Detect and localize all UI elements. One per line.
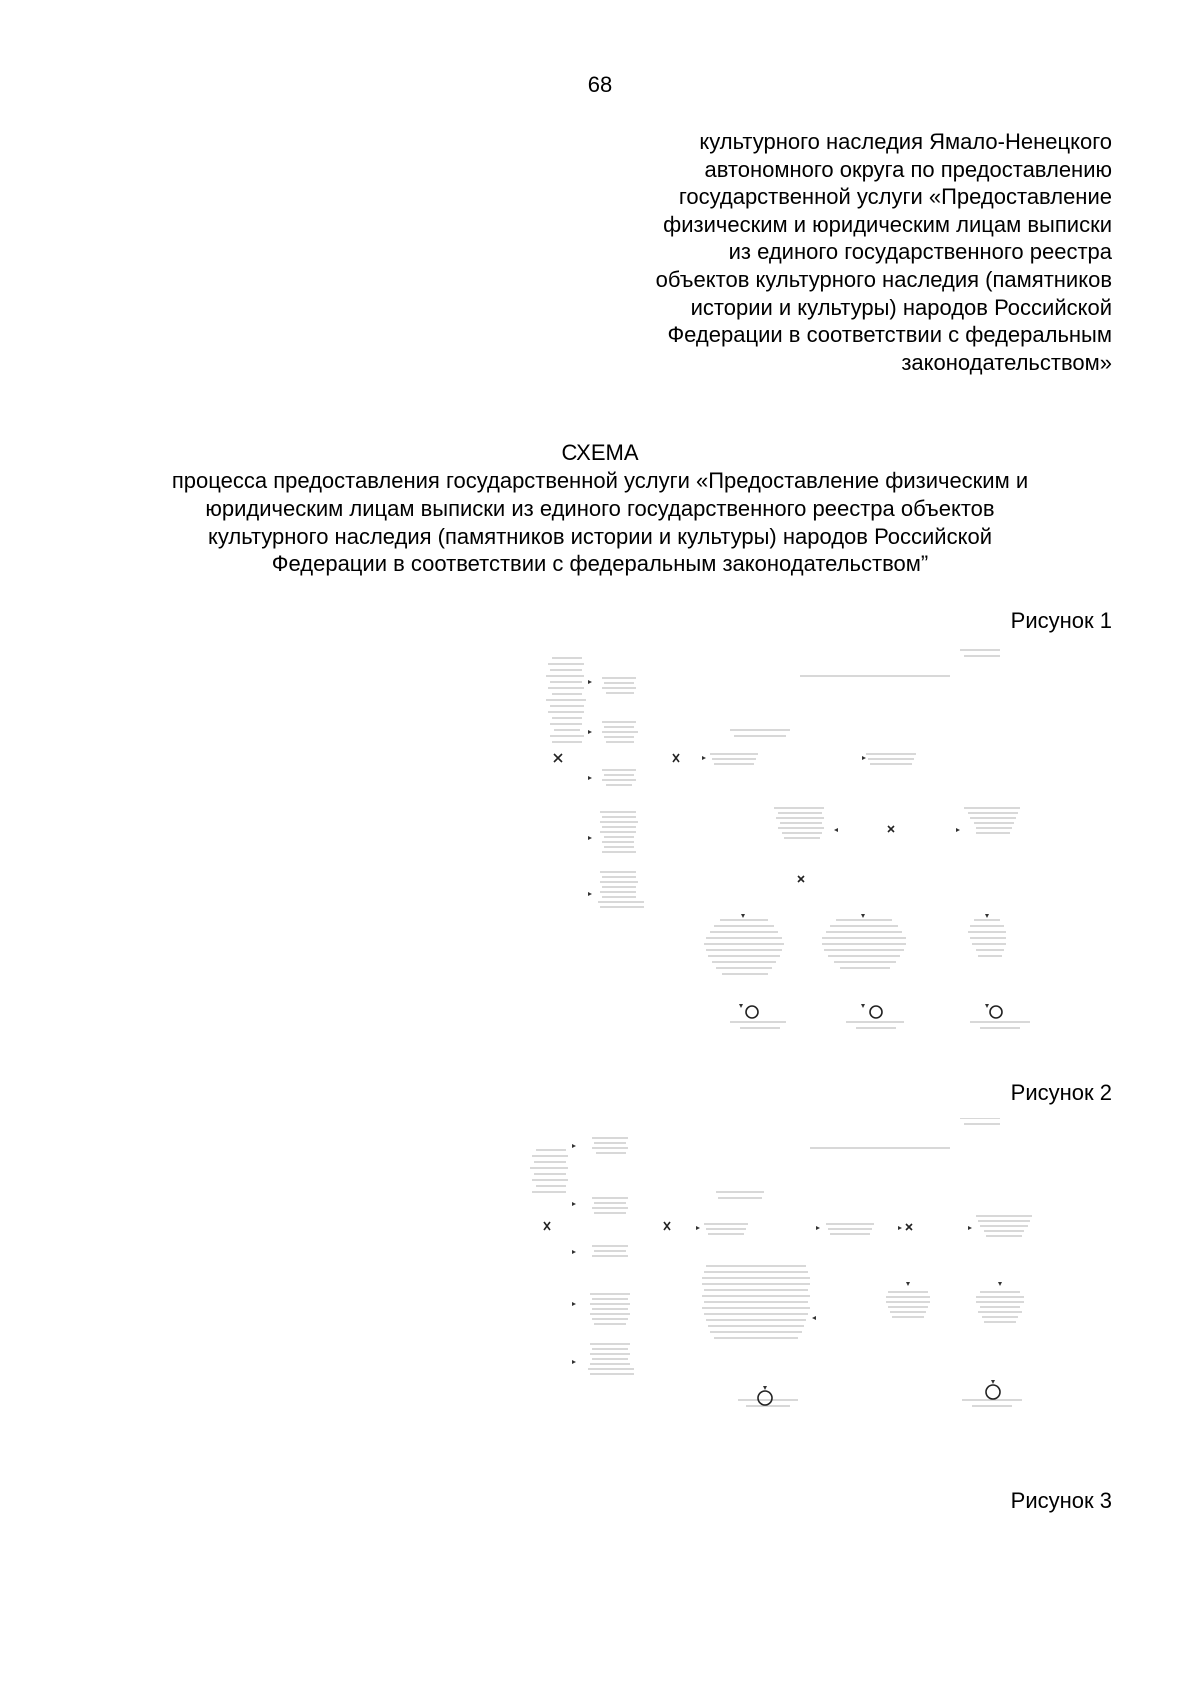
header-line: Федерации в соответствии с федеральным — [667, 322, 1112, 348]
header-line: из единого государственного реестра — [728, 239, 1112, 265]
subtitle-line: юридическим лицам выписки из единого государственного реестра объектов — [205, 495, 995, 521]
header-line: автономного округа по предоставлению — [704, 156, 1112, 182]
process-diagram-2 — [520, 1118, 1150, 1448]
figure-caption-2: Рисунок 2 — [1010, 1080, 1112, 1105]
figure-caption-3: Рисунок 3 — [1010, 1488, 1112, 1513]
figure-caption-1: Рисунок 1 — [1010, 608, 1112, 633]
header-line: государственной услуги «Предоставление — [678, 184, 1112, 210]
gateway-x-marks — [554, 754, 894, 882]
end-events — [746, 1006, 1002, 1018]
faint-text-blocks — [546, 650, 1030, 1028]
diagram-2-svg — [520, 1118, 1150, 1448]
header-line: физическим и юридическим лицам выписки — [663, 211, 1112, 237]
page-number: 68 — [587, 72, 613, 97]
appendix-header — [552, 128, 1112, 376]
connector-arrows — [588, 680, 989, 1008]
process-diagram-1 — [530, 646, 1150, 1066]
subtitle-line: Федерации в соответствии с федеральным законодательством” — [271, 551, 929, 577]
header-line: культурного наследия Ямало-Ненецкого — [699, 129, 1112, 154]
subtitle-line: культурного наследия (памятников истории и культуры) народов Российской — [208, 523, 992, 549]
end-events — [758, 1385, 1000, 1405]
diagram-1-svg — [530, 646, 1150, 1066]
header-line: объектов культурного наследия (памятников — [655, 266, 1112, 292]
subtitle-line: процесса предоставления государственной услуги «Предоставление физическим и — [171, 468, 1029, 493]
scheme-title: СХЕМА — [561, 440, 639, 465]
connector-arrows — [572, 1144, 1002, 1390]
header-line: истории и культуры) народов Российской — [690, 294, 1112, 320]
header-line: законодательством» — [901, 349, 1112, 375]
scheme-subtitle — [160, 467, 1040, 578]
faint-text-blocks — [530, 1118, 1032, 1406]
